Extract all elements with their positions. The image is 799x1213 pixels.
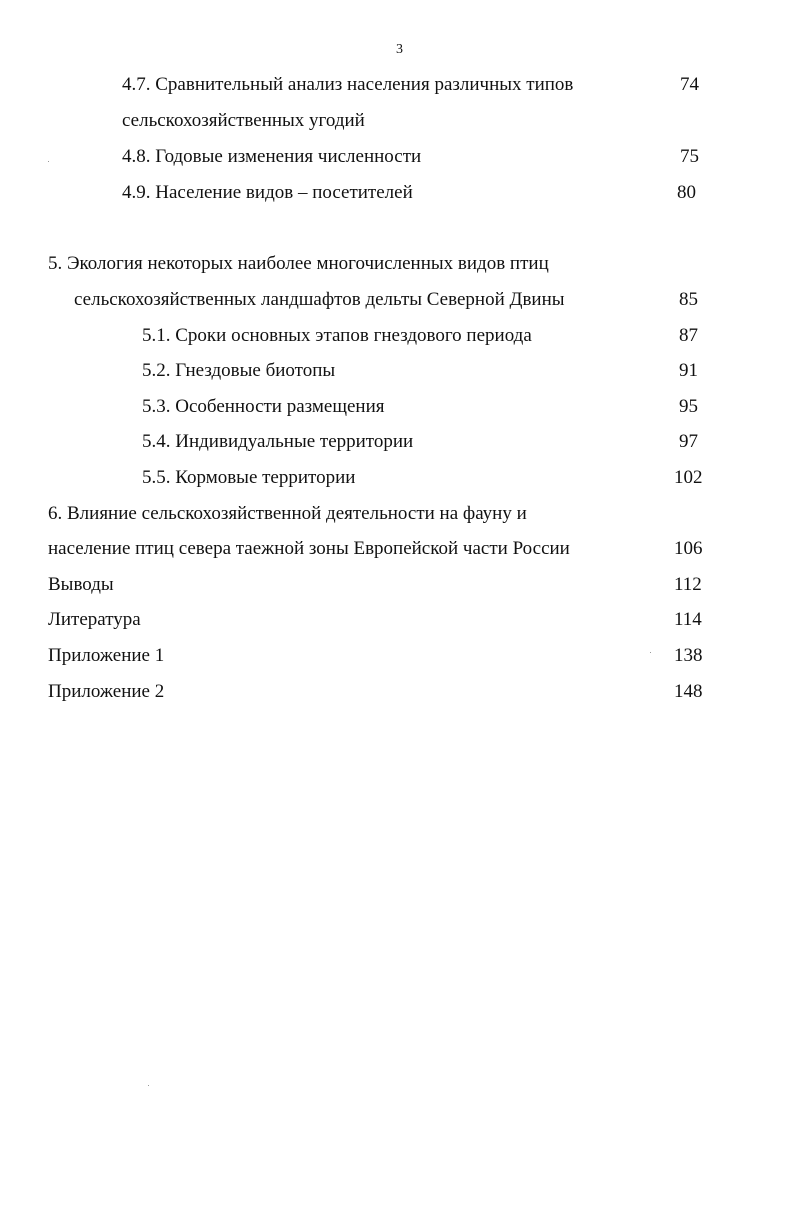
- toc-entry-5-5: 5.5. Кормовые территории: [142, 467, 356, 488]
- toc-entry-5-1: 5.1. Сроки основных этапов гнездового периода: [142, 325, 532, 346]
- toc-entry-4-7-line1: 4.7. Сравнительный анализ населения различных типов: [122, 74, 574, 95]
- toc-entry-5-page: 85: [679, 289, 698, 310]
- toc-entry-6-line1: 6. Влияние сельскохозяйственной деятельности на фауну и: [48, 503, 527, 524]
- toc-entry-5-2-page: 91: [679, 360, 698, 381]
- toc-entry-6-page: 106: [674, 538, 703, 559]
- scan-speck: [650, 652, 651, 653]
- toc-entry-5-3-page: 95: [679, 396, 698, 417]
- toc-entry-5-2: 5.2. Гнездовые биотопы: [142, 360, 336, 381]
- toc-entry-appendix-2: Приложение 2: [48, 681, 165, 702]
- toc-entry-5-4-page: 97: [679, 431, 698, 452]
- toc-entry-4-7-line2: сельскохозяйственных угодий: [122, 110, 365, 131]
- toc-entry-6-line2: население птиц севера таежной зоны Европейской части России: [48, 538, 570, 559]
- scan-speck: [48, 161, 49, 162]
- toc-entry-appendix-2-page: 148: [674, 681, 703, 702]
- toc-entry-4-8: 4.8. Годовые изменения численности: [122, 146, 422, 167]
- toc-entry-4-9-page: 80: [677, 182, 696, 203]
- toc-entry-5-1-page: 87: [679, 325, 698, 346]
- toc-entry-5-line2: сельскохозяйственных ландшафтов дельты Северной Двины: [74, 289, 565, 310]
- scan-speck: [148, 1085, 149, 1086]
- toc-entry-literature-page: 114: [674, 609, 702, 630]
- toc-entry-4-7-page: 74: [680, 74, 699, 95]
- toc-entry-appendix-1: Приложение 1: [48, 645, 165, 666]
- toc-entry-conclusions-page: 112: [674, 574, 702, 595]
- toc-entry-4-8-page: 75: [680, 146, 699, 167]
- toc-entry-literature: Литература: [48, 609, 141, 630]
- page-number: 3: [396, 42, 403, 57]
- toc-entry-appendix-1-page: 138: [674, 645, 703, 666]
- toc-entry-4-9: 4.9. Население видов – посетителей: [122, 182, 413, 203]
- toc-entry-5-3: 5.3. Особенности размещения: [142, 396, 385, 417]
- toc-entry-5-line1: 5. Экология некоторых наиболее многочисленных видов птиц: [48, 253, 549, 274]
- toc-entry-5-4: 5.4. Индивидуальные территории: [142, 431, 414, 452]
- toc-entry-5-5-page: 102: [674, 467, 703, 488]
- toc-entry-conclusions: Выводы: [48, 574, 114, 595]
